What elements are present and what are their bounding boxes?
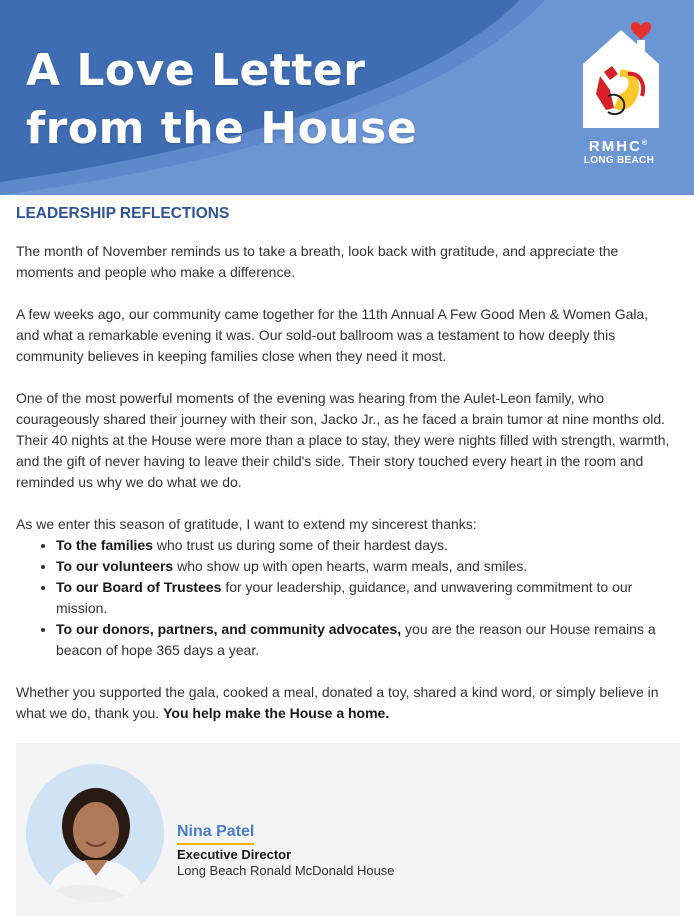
signature-name: Nina Patel [177,822,254,845]
thanks-list [16,535,672,661]
thanks-item-text: you are the reason our House remains a beacon of hope 365 days a year. [56,621,656,658]
paragraph-closing [16,682,672,724]
thanks-intro: As we enter this season of gratitude, I want to extend my sincerest thanks: [16,516,477,532]
thanks-item-bold: To our donors, partners, and community advocates, [56,621,402,637]
signature-organization: Long Beach Ronald McDonald House [177,863,395,878]
signature-title: Executive Director [177,847,292,862]
thanks-item-trustees [56,577,672,619]
header-banner [0,0,694,195]
thanks-item-families [56,535,672,556]
paragraph-gala: A few weeks ago, our community came together for the 11th Annual A Few Good Men & Women Gala, and what a remarkable evening it was. Our sold-out ballroom was a testament to how deeply this community believes in keeping families close when they need it most. [16,306,649,364]
thanks-item-bold: To the families [56,537,153,553]
thanks-item-text: for your leadership, guidance, and unwavering commitment to our mission. [56,579,633,616]
newsletter-title [26,42,417,158]
title-line-1: A Love Letter [26,45,366,96]
thanks-item-bold: To our Board of Trustees [56,579,222,595]
portrait-image [26,764,164,902]
author-photo [26,764,164,902]
rmhc-logo-text [577,136,661,167]
section-title: LEADERSHIP REFLECTIONS [16,205,230,222]
letter-content [16,204,672,745]
logo-rmhc: RMHC [588,138,642,155]
signature-block [16,743,680,916]
thanks-item-text: who trust us during some of their hardest days. [152,537,448,553]
title-line-2: from the House [26,103,418,154]
paragraph-intro: The month of November reminds us to take a breath, look back with gratitude, and appreciate the moments and people who make a difference. [16,243,619,280]
thanks-item-volunteers [56,556,672,577]
thanks-item-donors [56,619,672,661]
thanks-item-text: who show up with open hearts, warm meals, and smiles. [173,558,528,574]
paragraph-family-story: One of the most powerful moments of the evening was hearing from the Aulet-Leon family, who courageously shared their journey with their son, Jacko Jr., as he faced a brain tumor at nine months old. Their 40 nights at the House were more than a place to stay, they were nights filled with strength, warmth, and the gift of never having to leave their child's side. Their story touched every heart in the room and reminded us why we do what we do. [16,390,670,490]
logo-trademark: ® [641,140,650,147]
closing-bold: You help make the House a home. [163,705,390,721]
thanks-item-bold: To our volunteers [56,558,174,574]
logo-location: LONG BEACH [583,155,655,166]
closing-text: Whether you supported the gala, cooked a meal, donated a toy, shared a kind word, or simply believe in what we do, thank you. [16,684,659,721]
